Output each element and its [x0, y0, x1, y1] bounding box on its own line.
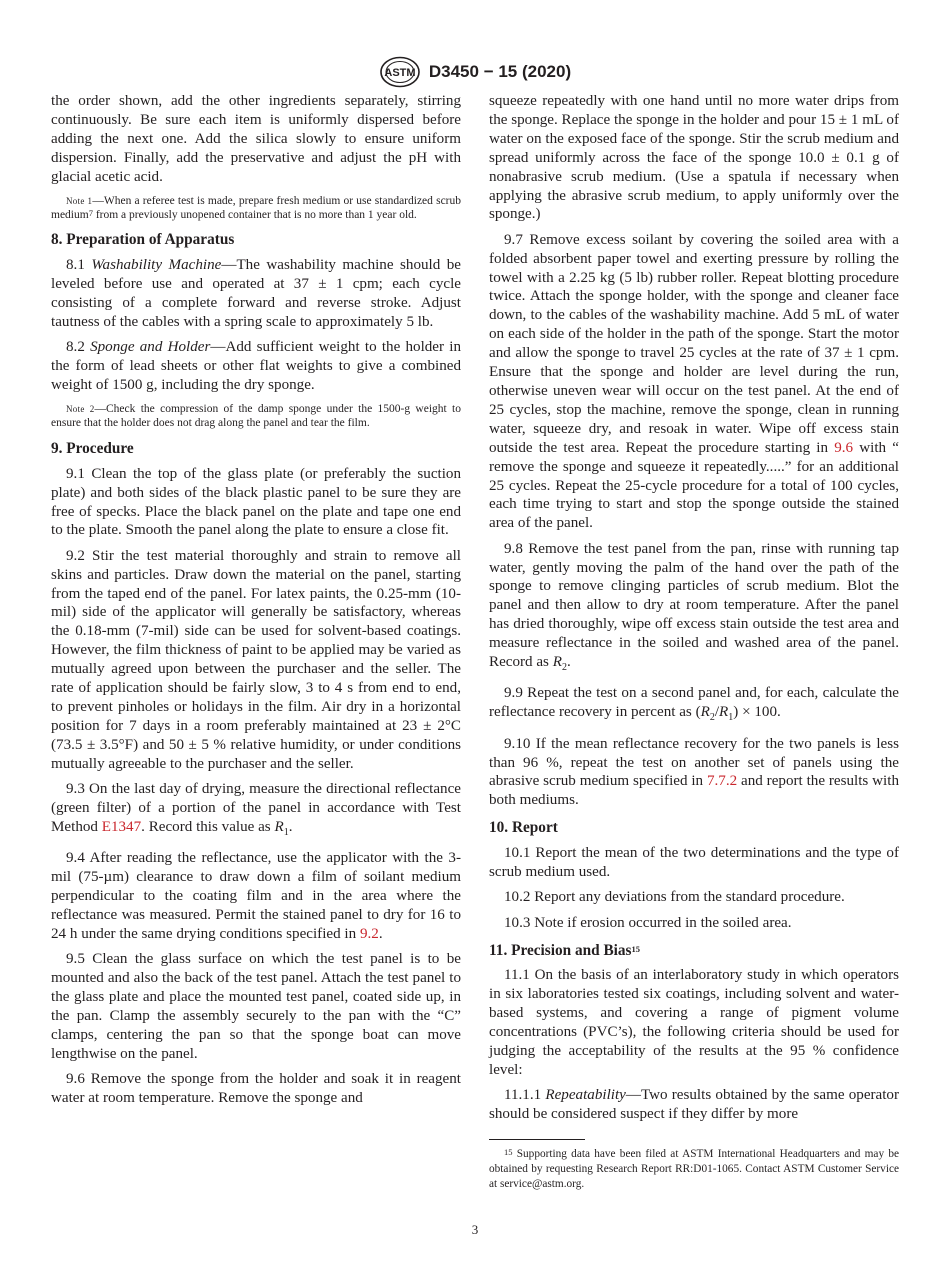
section-10-title: 10. Report [489, 819, 558, 837]
paragraph-11-1-1: 11.1.1 Repeatability—Two results obtained by the same operator should be considered suspect if they differ by more [489, 1087, 900, 1123]
note-1: Note 1—When a referee test is made, prepare fresh medium or use standardized scrub medium$^7$ from a previously unopened container that is no more than 1 year old. [51, 194, 462, 221]
paragraph-9-2: 9.2 Stir the test material thoroughly and strain to remove all skins and particles. Draw down the material on the panel, starting from the taped end of the panel. For latex paints, the 0.25-mm (10-mil) side of the applicator will generally be satisfactory, whereas the 0.18-mm (7-mil) side can be used for solvent-based coatings. However, the film thickness of paint to be applied may be varied as mutually agreed upon between the purchaser and the seller. The rate of application should be fairly slow, 3 to 4 s from end to end, to prevent pinholes or holidays in the film. Air dry in a horizontal position for 7 days in a room preferably maintained at 23 ± 2°C (73.5 ± 3.5°F) and 50 ± 5 % relative humidity, or under conditions mutually agreeable to the purchaser and the seller. [51, 547, 461, 772]
page-header [0, 56, 950, 88]
section-8-title: 8. Preparation of Apparatus [51, 231, 235, 249]
paragraph-9-1: 9.1 Clean the top of the glass plate (or preferably the suction plate) and both sides of the black plastic panel to be sure they are free of specks. Place the black panel on the plate and tape one end to the plate. Smooth the panel along the plate to ensure a close fit. [51, 465, 461, 539]
section-9-title: 9. Procedure [51, 439, 134, 457]
footnote-divider [489, 1139, 585, 1140]
link-9-6[interactable]: 9.6 [834, 439, 854, 456]
standard-designation: D3450 − 15 (2020) [428, 62, 572, 81]
left-column [51, 92, 461, 1114]
paragraph-intro-continued: the order shown, add the other ingredients separately, stirring continuously. Be sure each item is uniformly dispersed before adding the next one. Add the silica slowly to ensure uniform dispersion. Finally, add the preservative and adjust the pH with glacial acetic acid. [51, 93, 461, 185]
page-number: 3 [471, 1222, 479, 1237]
paragraph-9-7: 9.7 Remove excess soilant by covering the soiled area with a folded absorbent paper towel and exerting pressure by rolling the towel with a 2.25 kg (5 lb) rubber roller. Repeat blotting procedure twice. Attach the sponge holder, with the sponge and cleaner face down, to the cables of the washability machine. Add 5 mL of water on each side of the holder in the path of the sponge. Start the motor and allow the sponge to travel 25 cycles at the rate of 37 ± 1 cpm. Ensure that the sponge and holder are level during the run, otherwise uneven wear will occur on the test panel. At the end of 25 cycles, stop the machine, remove the sponge, clean in running water, squeeze dry, and resoak in water. Wipe off excess stain outside the test area. Repeat the procedure starting in 9.6 with “ remove the sponge and squeeze it repeatedly.....” for an additional 25 cycles. Repeat the 25-cycle procedure for a total of 100 cycles, each time trying to start and stop the sponge outside the stained area of the panel. [489, 231, 899, 532]
footnote-15: $^{15}$ Supporting data have been filed at ASTM International Headquarters and may be obtained by requesting Research Report RR:D01-1065. Contact ASTM Customer Service at service@astm.org. [489, 1147, 899, 1191]
link-9-2[interactable]: 9.2 [359, 925, 379, 942]
paragraph-10-2: 10.2 Report any deviations from the standard procedure. [504, 889, 845, 906]
paragraph-9-9: 9.9 Repeat the test on a second panel and, for each, calculate the reflectance recovery in percent as $(R_2/R_1) \times 100$. [489, 685, 899, 724]
paragraph-10-3: 10.3 Note if erosion occurred in the soiled area. [504, 914, 792, 931]
paragraph-9-5: 9.5 Clean the glass surface on which the test panel is to be mounted and also the back of the test panel. Attach the test panel to the glass plate and place the mounted test panel, coated side up, in the pan. Clamp the assembly securely to the pan with the “C” clamps, centering the pan so that the sponge boat can move lengthwise on the panel. [51, 951, 461, 1062]
svg-text:ASTM: ASTM [384, 67, 416, 79]
link-7-7-2[interactable]: 7.7.2 [706, 773, 738, 790]
footnote-ref-15[interactable]: 15 [631, 943, 641, 954]
astm-logo-icon [379, 56, 421, 88]
right-column [489, 92, 899, 1193]
section-11-title: 11. Precision and Bias$^{15}$ [489, 941, 641, 959]
paragraph-8-1: 8.1 Washability Machine—The washability machine should be leveled before use and operated at 37 ± 1 cpm; each cycle consisting of a complete forward and reverse stroke. Adjust tautness of the cables with a spring scale to approximately 5 lb. [51, 257, 461, 330]
paragraph-9-4: 9.4 After reading the reflectance, use the applicator with the 3-mil (75-µm) clearance to draw down a film of soilant medium perpendicular to the coating film and in the area where the reflectance was measured. Permit the stained panel to dry for 16 to 24 h under the same drying conditions specified in 9.2. [51, 850, 461, 942]
paragraph-11-1: 11.1 On the basis of an interlaboratory study in which operators in six laboratories tested six coatings, including solvent and water-based systems, and covering a range of pigment volume concentrations (PVC’s), the following criteria should be used for judging the acceptability of the results at the 95 % confidence level: [489, 967, 899, 1078]
paragraph-8-2: 8.2 Sponge and Holder—Add sufficient weight to the holder in the form of lead sheets or other flat weights to give a combined weight of 1500 g, including the dry sponge. [51, 339, 461, 394]
note-2: Note 2—Check the compression of the damp sponge under the 1500-g weight to ensure that the holder does not drag along the panel and tear the film. [51, 402, 461, 430]
paragraph-9-8: 9.8 Remove the test panel from the pan, rinse with running tap water, gently moving the palm of the hand over the path of the sponge to remove clinging particles of scrub medium. Blot the panel and then allow to dry at room temperature. After the panel has dried thoroughly, wipe off excess stain outside the test area and measure reflectance in the soiled and washed area of the panel. Record as $R_2$. [489, 540, 899, 674]
paragraph-9-6-continued: squeeze repeatedly with one hand until no more water drips from the sponge. Replace the sponge in the holder and pour 15 ± 1 mL of water on the exposed face of the sponge. Stir the scrub medium and spread uniformly across the face of the sponge 10.0 ± 0.1 g of nonabrasive scrub medium. (Use a spatula if necessary when applying the abrasive scrub medium, to apply uniformly over the sponge.) [489, 93, 899, 223]
link-e1347[interactable]: E1347 [101, 818, 142, 835]
paragraph-9-6: 9.6 Remove the sponge from the holder and soak it in reagent water at room temperature. Remove the sponge and [51, 1070, 461, 1106]
paragraph-9-3: 9.3 On the last day of drying, measure the directional reflectance (green filter) of a portion of the panel in accordance with Test Method E1347. Record this value as $R_1$. [51, 780, 461, 838]
paragraph-10-1: 10.1 Report the mean of the two determinations and the type of scrub medium used. [489, 845, 899, 881]
paragraph-9-10: 9.10 If the mean reflectance recovery for the two panels is less than 96 %, repeat the test on another set of panels using the abrasive scrub medium specified in 7.7.2 and report the results with both mediums. [489, 735, 899, 809]
